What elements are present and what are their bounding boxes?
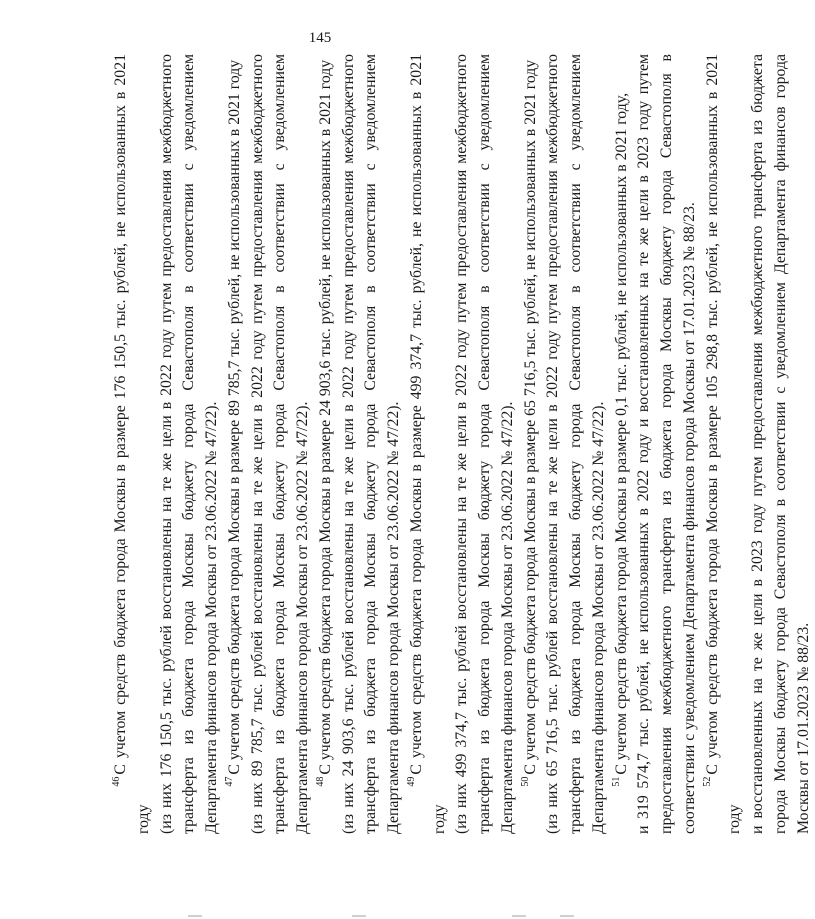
footnote-number: 46 (110, 776, 122, 787)
footnote-body: (из них 89 785,7 тыс. рублей восстановлены на те же цели в 2022 году путем предоставления межбюджетного трансферта из бюджета города Москвы бюджету города Севастополя в соответствии с уведомлением Департамента финансов города Москвы от 23.06.2022 № 47/22). (248, 54, 311, 834)
page-number: 145 (308, 30, 332, 46)
footnote (315, 54, 406, 834)
scan-mark (560, 915, 574, 917)
footnote-body: (из них 499 374,7 тыс. рублей восстановлены на те же цели в 2022 году путем предоставления межбюджетного трансферта из бюджета города Москвы бюджету города Севастополя в соответствии с уведомлением Департамента финансов города Москвы от 23.06.2022 № 47/22). (453, 54, 516, 834)
footnote (702, 54, 815, 834)
scan-mark (188, 915, 202, 917)
footnote-head: С учетом средств бюджета города Москвы в размере 105 298,8 тыс. рублей, не использованных в 2021 году (703, 54, 744, 834)
footnote-head: С учетом средств бюджета города Москвы в размере 499 374,7 тыс. рублей, не использованных в 2021 году (407, 54, 448, 834)
footnote-body: (из них 24 903,6 тыс. рублей восстановлены на те же цели в 2022 году путем предоставления межбюджетного трансферта из бюджета города Москвы бюджету города Севастополя в соответствии с уведомлением Департамента финансов города Москвы от 23.06.2022 № 47/22). (339, 54, 402, 834)
footnote (611, 54, 702, 834)
footnote-number: 50 (520, 776, 532, 787)
footnote (406, 54, 520, 834)
rotated-footnotes-block (110, 54, 812, 834)
footnote-body: и 319 574,7 тыс. рублей, не использованных в 2022 году и восстановленных на те же цели в 2023 году путем предоставления межбюджетного трансферта из бюджета города Москвы бюджету города Севастополя в соответствии с уведомлением Департамента финансов города Москвы от 17.01.2023 № 88/23. (635, 54, 698, 834)
footnote-head: С учетом средств бюджета города Москвы в размере 89 785,7 тыс. рублей, не использованных в 2021 году (225, 59, 243, 775)
footnote-body: (из них 65 716,5 тыс. рублей восстановлены на те же цели в 2022 году путем предоставления межбюджетного трансферта из бюджета города Москвы бюджету города Севастополя в соответствии с уведомлением Департамента финансов города Москвы от 23.06.2022 № 47/22). (544, 54, 607, 834)
footnote (520, 54, 611, 834)
footnote-number: 47 (224, 776, 236, 787)
footnote (110, 54, 224, 834)
footnote-body: и восстановленных на те же цели в 2023 году путем предоставления межбюджетного трансферта из бюджета города Москвы бюджету города Севастополя в соответствии с уведомлением Департамента финансов города Москвы от 17.01.2023 № 88/23. (749, 54, 812, 834)
footnote-head: С учетом средств бюджета города Москвы в размере 65 716,5 тыс. рублей, не использованных в 2021 году (521, 59, 539, 775)
footnote (224, 54, 315, 834)
footnote-number: 49 (406, 776, 418, 787)
footnote-head: С учетом средств бюджета города Москвы в размере 24 903,6 тыс. рублей, не использованных в 2021 году (316, 59, 334, 775)
scan-mark (512, 915, 526, 917)
footnote-body: (из них 176 150,5 тыс. рублей восстановлены на те же цели в 2022 году путем предоставления межбюджетного трансферта из бюджета города Москвы бюджету города Севастополя в соответствии с уведомлением Департамента финансов города Москвы от 23.06.2022 № 47/22). (157, 54, 220, 834)
scan-edge-marks (0, 907, 640, 917)
scan-mark (352, 915, 366, 917)
footnote-head: С учетом средств бюджета города Москвы в размере 0,1 тыс. рублей, не использованных в 2021 году, (612, 92, 630, 775)
footnote-head: С учетом средств бюджета города Москвы в размере 176 150,5 тыс. рублей, не использованных в 2021 году (112, 54, 152, 834)
footnote-number: 48 (315, 776, 327, 787)
footnote-number: 52 (702, 776, 714, 787)
footnote-number: 51 (611, 776, 623, 787)
